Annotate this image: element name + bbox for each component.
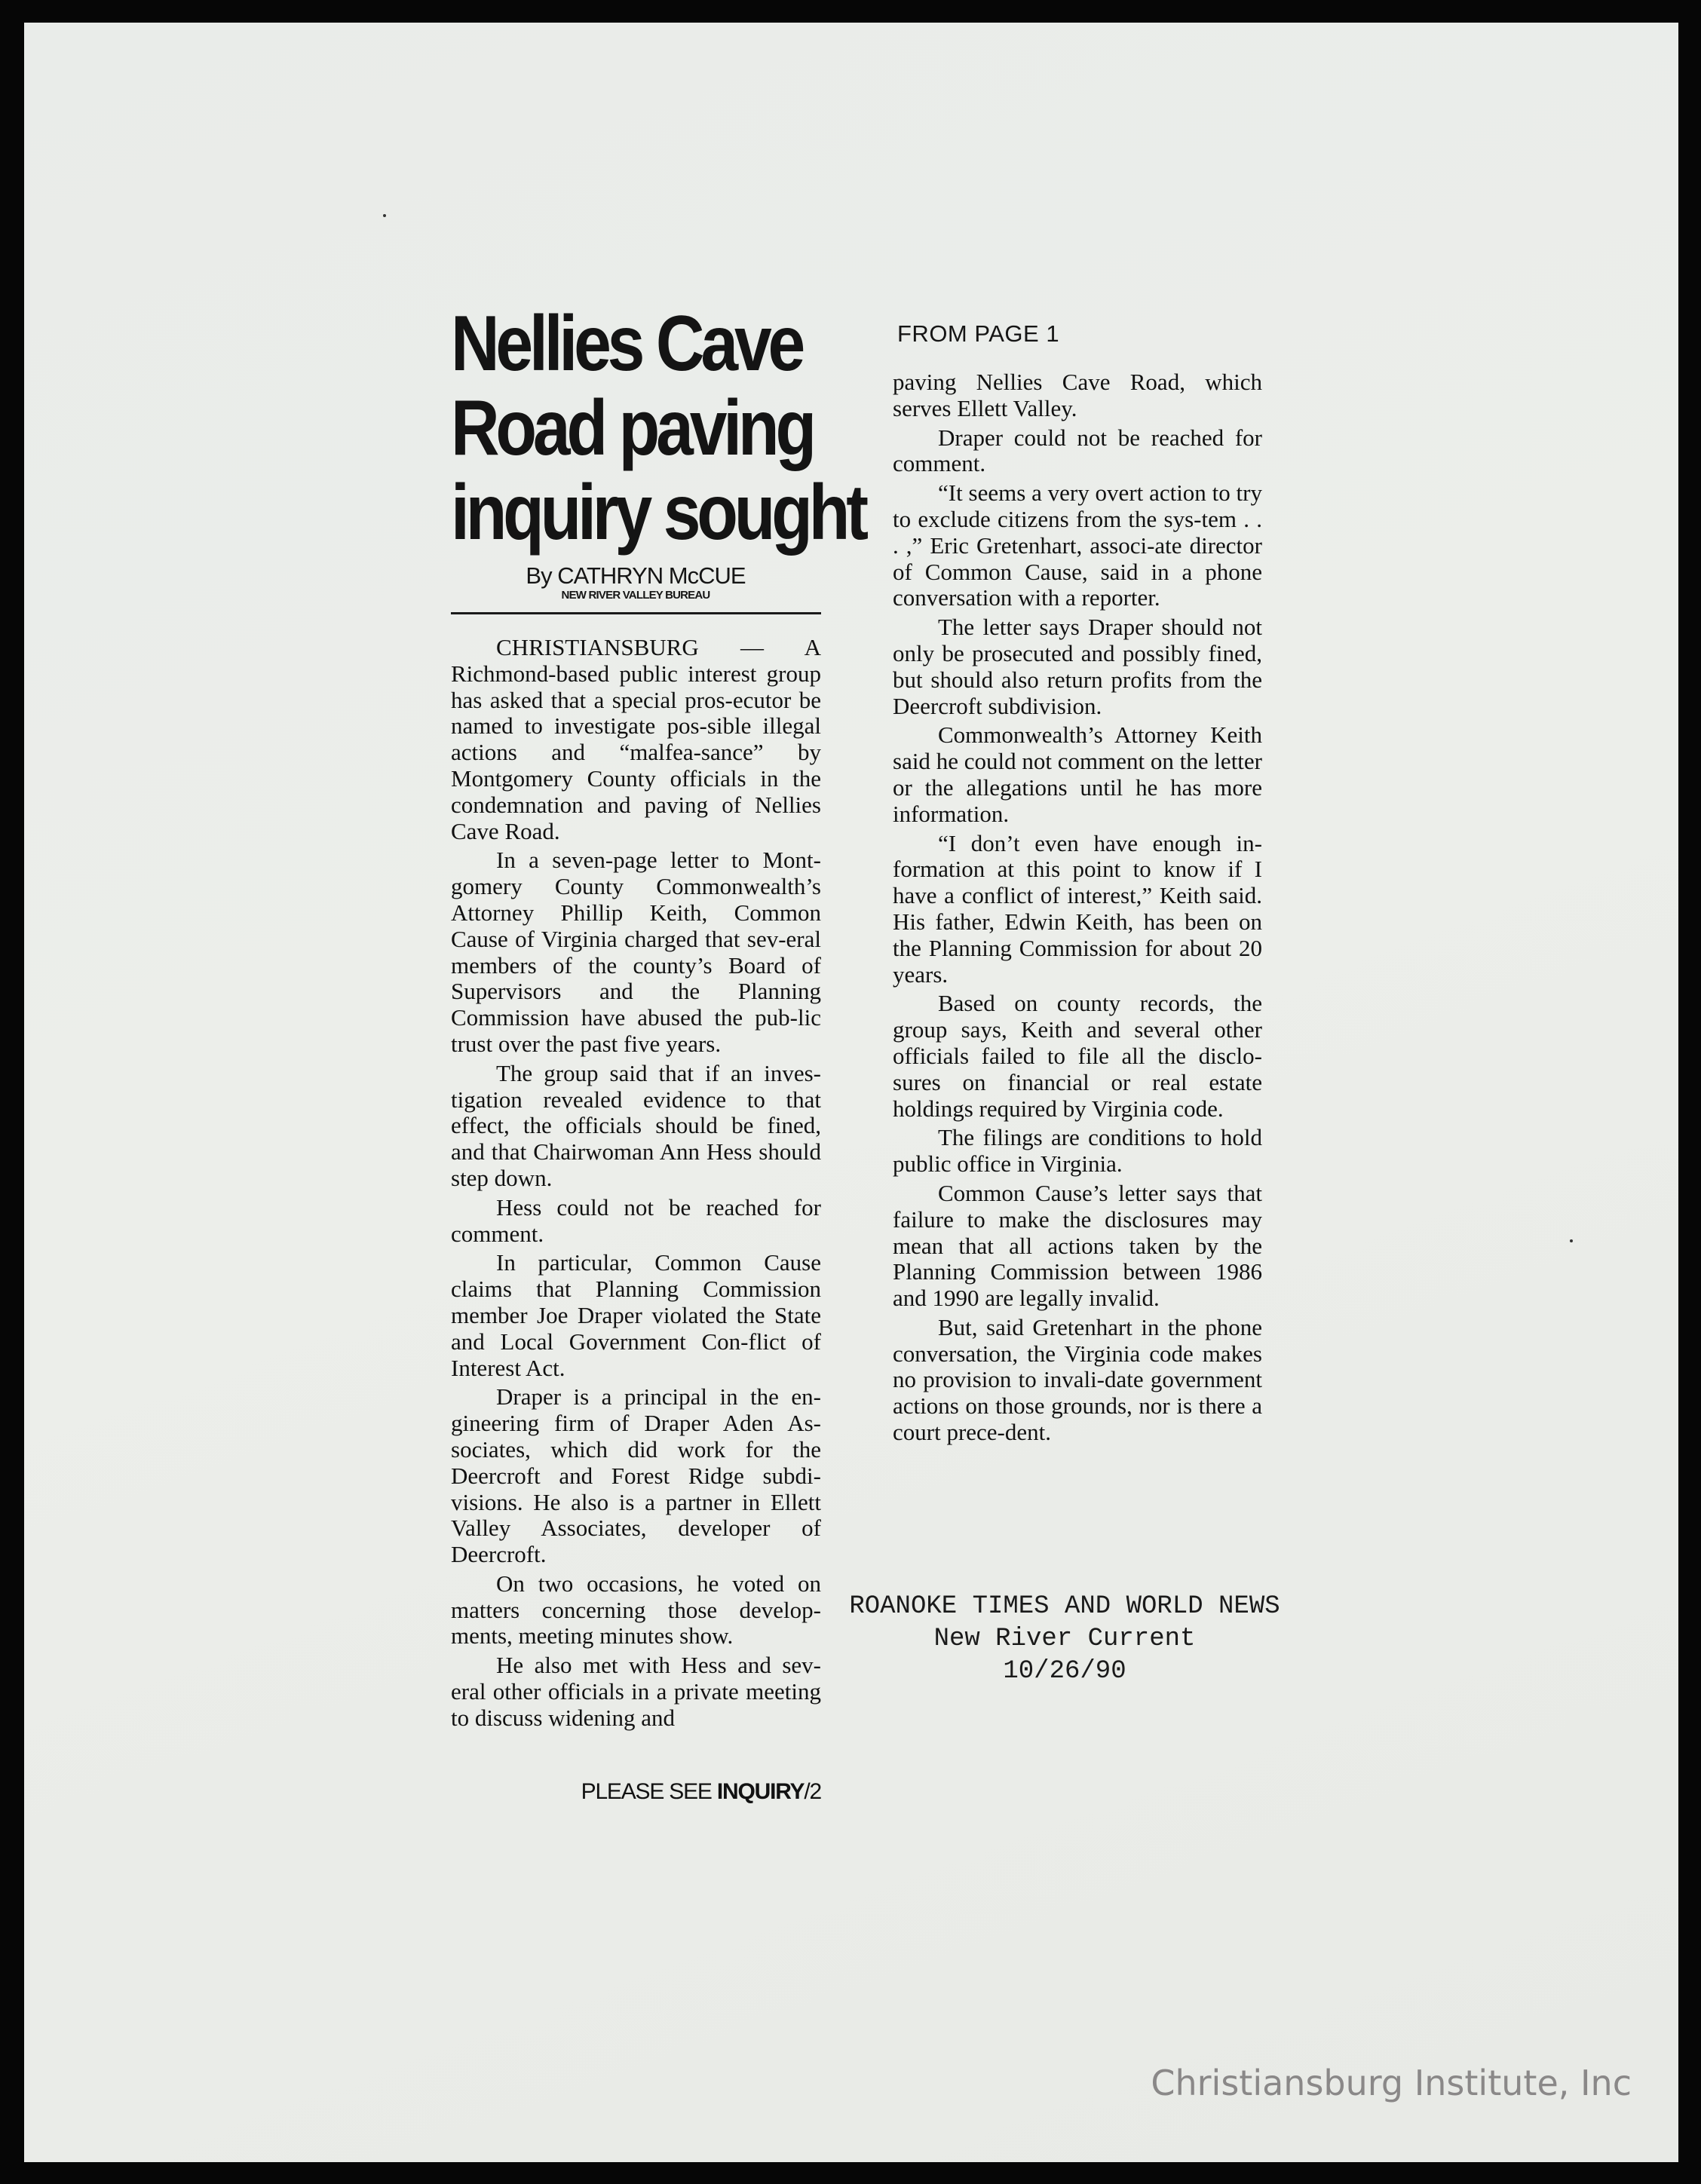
paragraph: On two occasions, he voted on matters concerning those develop-ments, meeting minutes show. <box>451 1570 821 1649</box>
paragraph: Common Cause’s letter says that failure to make the disclosures may mean that all actions taken by the Planning Commission between 1986 and 1990 are legally invalid. <box>893 1179 1262 1312</box>
headline <box>451 300 865 556</box>
paragraph: Draper is a principal in the en-gineering firm of Draper Aden As-sociates, which did work for the Deercroft and Forest Ridge subdi-visions. He also is a partner in Ellett Valley Associates, developer of Deercroft. <box>451 1383 821 1568</box>
article-column-left <box>451 635 821 1735</box>
jump-prefix: PLEASE SEE <box>581 1779 717 1804</box>
paragraph: Hess could not be reached for comment. <box>451 1193 821 1247</box>
paragraph: CHRISTIANSBURG — A Richmond-based public interest group has asked that a special pros-ecutor be named to investigate pos-sible illegal actions and “malfea-sance” by Montgomery County officials in the condemnation and paving of Nellies Cave Road. <box>451 634 821 844</box>
paragraph: paving Nellies Cave Road, which serves Ellett Valley. <box>893 369 1262 421</box>
paragraph: Draper could not be reached for comment. <box>893 424 1262 477</box>
paragraph: He also met with Hess and sev-eral other officials in a private meeting to discuss widening and <box>451 1652 821 1731</box>
headline-line-2: Road paving <box>451 384 813 472</box>
paragraph: “I don’t even have enough in-formation at this point to know if I have a conflict of interest,” Keith said. His father, Edwin Keith, has been on the Planning Commission for about 20 years. <box>893 829 1262 988</box>
byline <box>451 562 820 602</box>
byline-author: By CATHRYN McCUE <box>526 562 746 589</box>
paragraph: Commonwealth’s Attorney Keith said he could not comment on the letter or the allegations until he has more information. <box>893 721 1262 827</box>
paragraph: In a seven-page letter to Mont-gomery County Commonwealth’s Attorney Phillip Keith, Common Cause of Virginia charged that sev-eral members of the county’s Board of Supervisors and the Planning Commission have abused the pub-lic trust over the past five years. <box>451 847 821 1057</box>
paragraph: The filings are conditions to hold public office in Virginia. <box>893 1124 1262 1178</box>
source-date: 10/26/90 <box>1003 1657 1126 1686</box>
paragraph: “It seems a very overt action to try to exclude citizens from the sys-tem . . . ,” Eric Gretenhart, associ-ate director of Common Cause, said in a phone conversation with a reporter. <box>893 479 1262 611</box>
paragraph: The group said that if an inves-tigation revealed evidence to that effect, the officials should be fined, and that Chairwoman Ann Hess should step down. <box>451 1059 821 1191</box>
source-note <box>823 1591 1306 1688</box>
paragraph: But, said Gretenhart in the phone conversation, the Virginia code makes no provision to invali-date government actions on those grounds, nor is there a court prece-dent. <box>893 1313 1262 1446</box>
clipping-page <box>24 23 1678 2162</box>
source-publication: ROANOKE TIMES AND WORLD NEWS <box>849 1592 1280 1621</box>
continued-label: FROM PAGE 1 <box>897 320 1060 347</box>
headline-line-1: Nellies Cave <box>451 300 802 387</box>
headline-line-3: inquiry sought <box>451 469 865 556</box>
paragraph: Based on county records, the group says, Keith and several other officials failed to file all the disclo-sures on financial or real estate holdings required by Virginia code. <box>893 990 1262 1122</box>
paragraph: The letter says Draper should not only be prosecuted and possibly fined, but should also return profits from the Deercroft subdivision. <box>893 614 1262 719</box>
dust-speck <box>383 214 386 217</box>
source-section: New River Current <box>933 1625 1196 1653</box>
jump-target: INQUIRY <box>716 1779 805 1804</box>
dust-speck <box>1570 1239 1573 1242</box>
paragraph: In particular, Common Cause claims that Planning Commission member Joe Draper violated the State and Local Government Con-flict of Interest Act. <box>451 1249 821 1381</box>
jump-page: /2 <box>804 1779 821 1804</box>
watermark: Christiansburg Institute, Inc <box>1151 2063 1632 2103</box>
article-column-right <box>893 369 1262 1449</box>
byline-rule <box>451 612 821 614</box>
jump-line <box>484 1779 821 1805</box>
byline-bureau: NEW RIVER VALLEY BUREAU <box>561 589 710 602</box>
